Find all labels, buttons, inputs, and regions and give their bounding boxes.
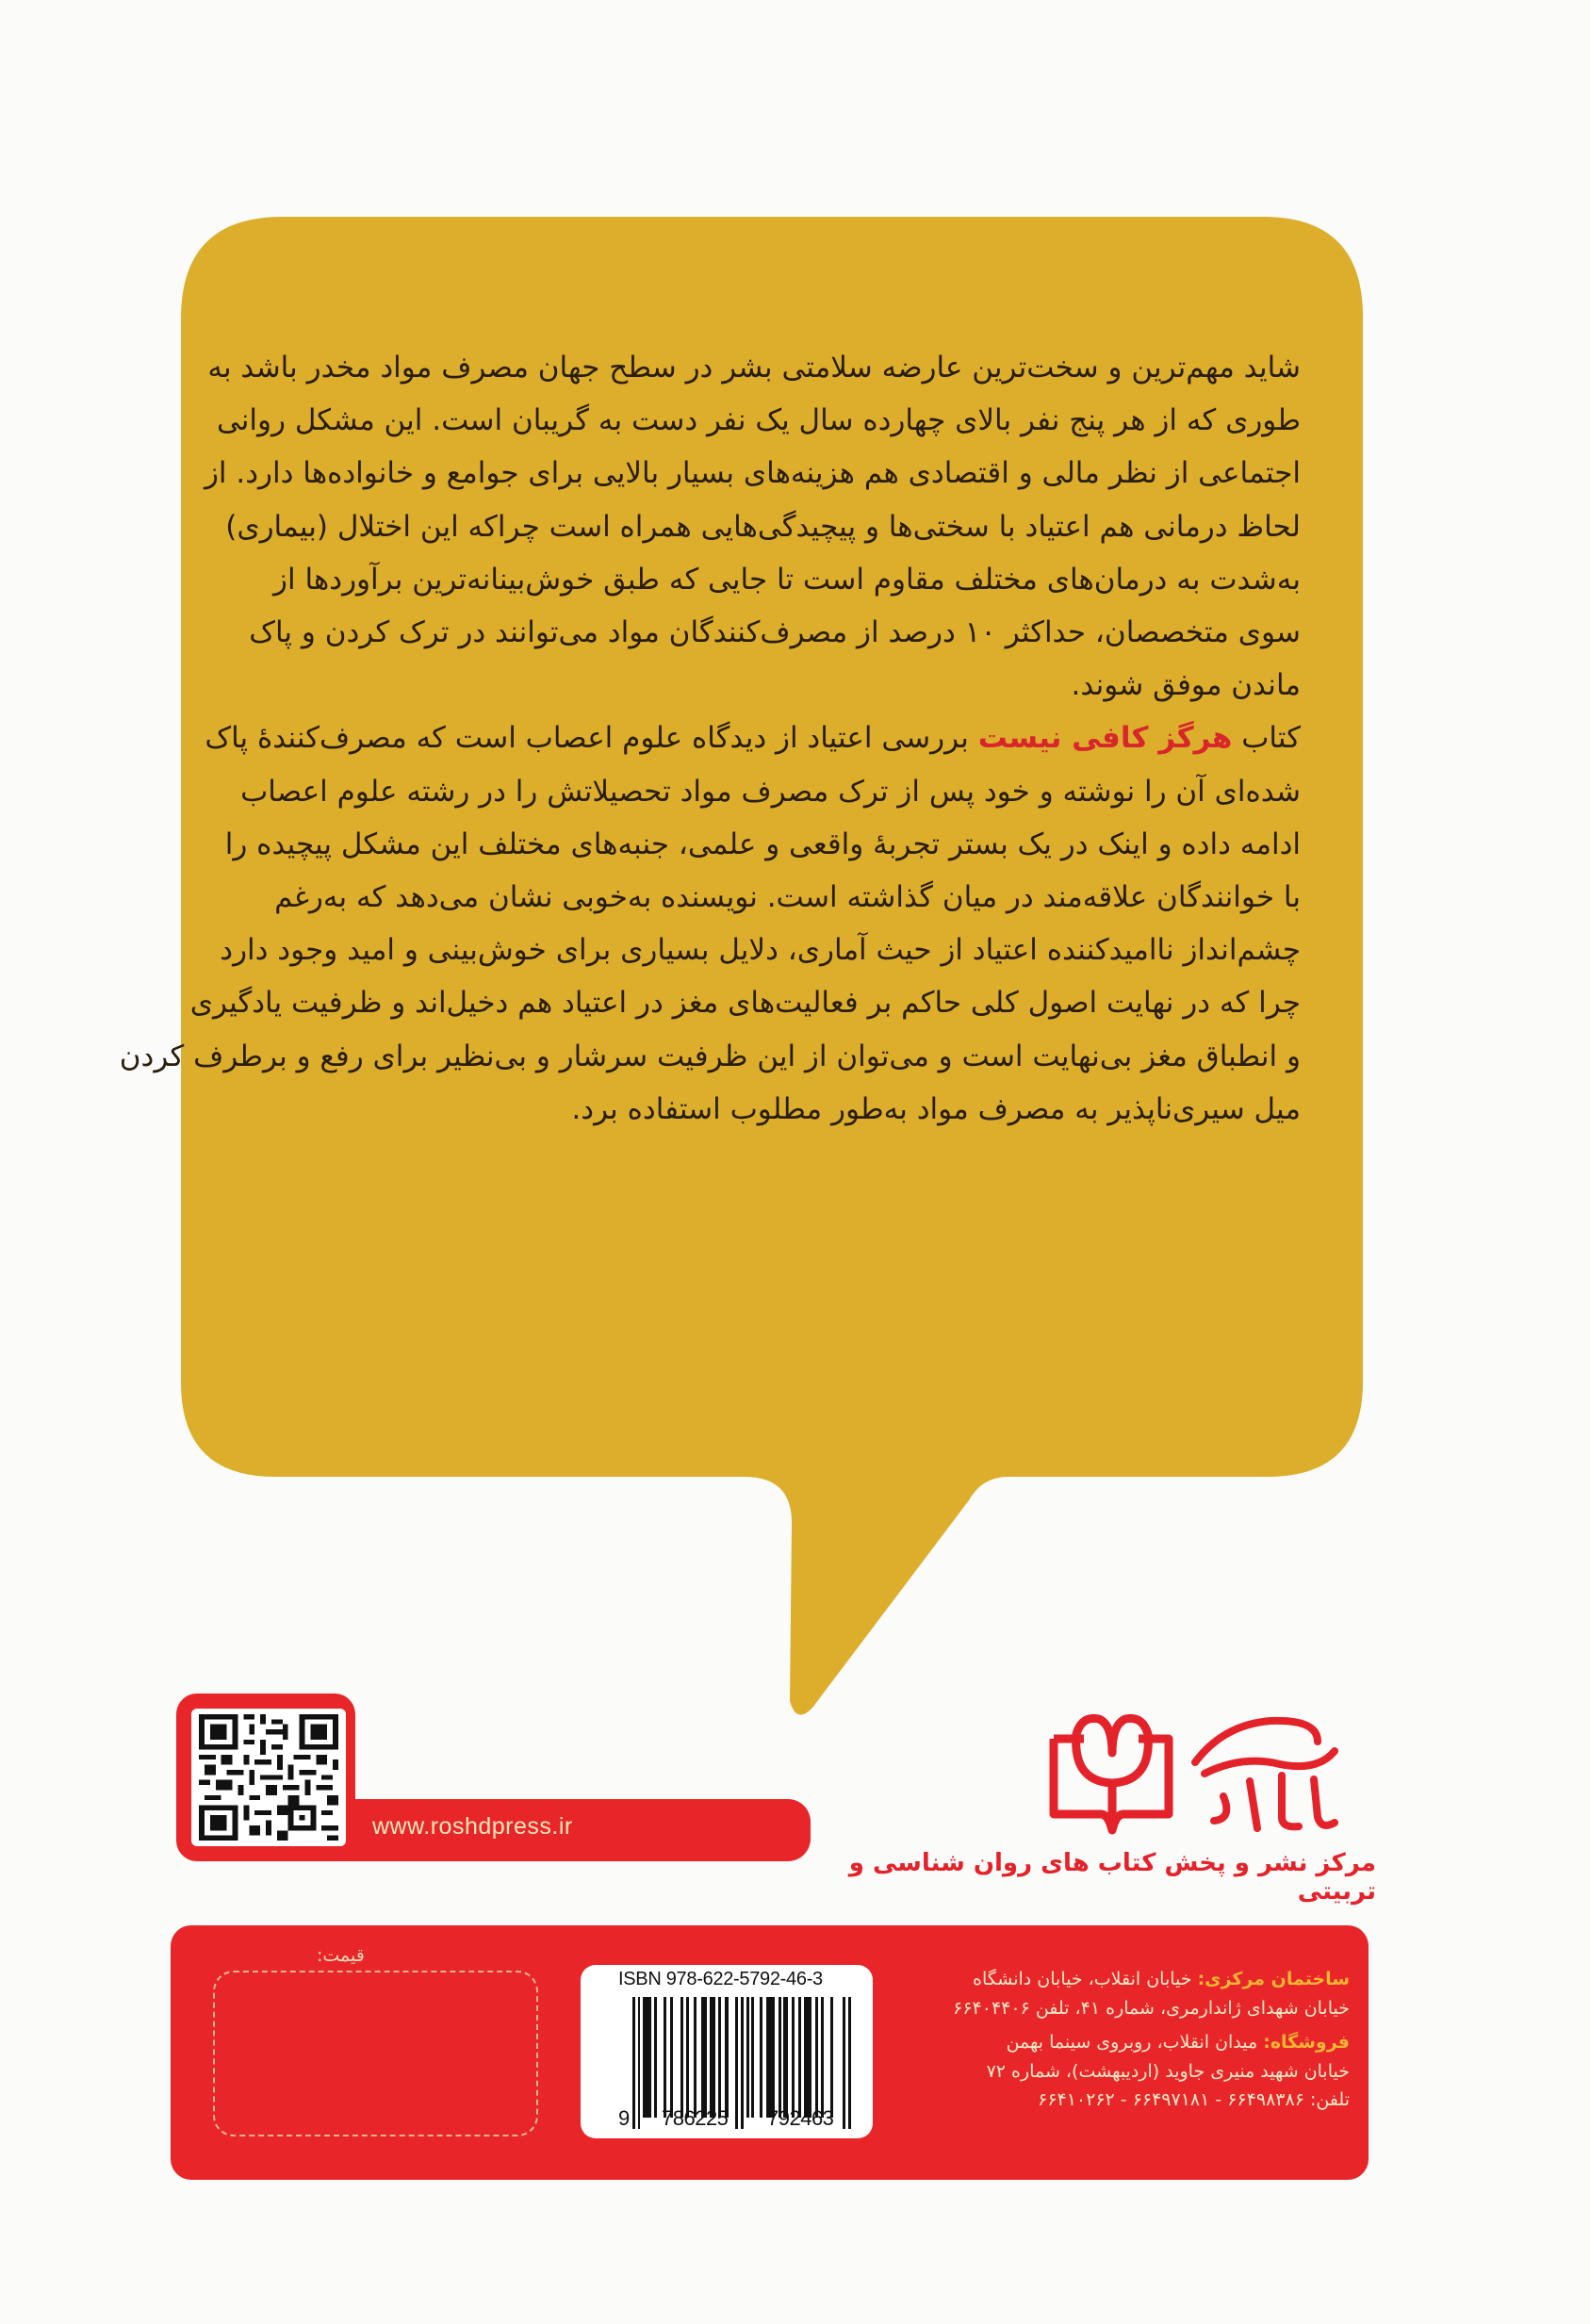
- blurb-line: طوری که از هر پنج نفر بالای چهارده سال یک نفر دست به گریبان است. این مشکل روانی: [216, 403, 1301, 438]
- barcode-digits-left: 786225: [662, 2106, 729, 2130]
- hq-label: ساختمان مرکزی:: [1197, 1969, 1350, 1989]
- book-tulip-icon: [1054, 1718, 1169, 1830]
- blurb-line: سوی متخصصان، حداکثر ۱۰ درصد از مصرف‌کنندگان مواد می‌توانند در ترک کردن و پاک: [249, 615, 1301, 650]
- publisher-address: [877, 1965, 1350, 2115]
- isbn-barcode: [581, 1965, 873, 2138]
- store-phones: تلفن: ۶۶۴۹۸۳۸۶ - ۶۶۴۹۷۱۸۱ - ۶۶۴۱۰۲۶۲: [1038, 2089, 1350, 2110]
- store-label: فروشگاه:: [1263, 2032, 1350, 2053]
- book-title-highlight: هرگز کافی نیست: [977, 721, 1233, 756]
- blurb-line: ماندن موفق شوند.: [1071, 668, 1301, 703]
- store-address-line1: [877, 2028, 1350, 2057]
- blurb-line: میل سیری‌ناپذیر به مصرف مواد به‌طور مطلوب استفاده برد.: [571, 1091, 1301, 1126]
- back-cover-blurb: [119, 341, 1301, 1136]
- blurb-line: با خوانندگان علاقه‌مند در میان گذاشته است. نویسنده به‌خوبی نشان می‌دهد که به‌رغم: [274, 880, 1301, 915]
- hq-street: خیابان انقلاب، خیابان دانشگاه: [973, 1969, 1198, 1989]
- store-street: میدان انقلاب، روبروی سینما بهمن: [1006, 2032, 1264, 2053]
- blurb-line: و انطباق مغز بی‌نهایت است و می‌توان از این ظرفیت سرشار و بی‌نظیر برای رفع و برطرف کردن: [119, 1039, 1301, 1073]
- store-address-line2: خیابان شهید منیری جاوید (اردیبهشت)، شماره ۷۲: [986, 2060, 1350, 2082]
- blurb-line: چرا که در نهایت اصول کلی حاکم بر فعالیت‌های مغز در اعتیاد هم دخیل‌اند و ظرفیت یادگیری: [189, 986, 1301, 1021]
- price-box: [213, 1971, 538, 2136]
- blurb-line: ادامه داده و اینک در یک بستر تجربهٔ واقعی و علمی، جنبه‌های مختلف این مشکل پیچیده را: [224, 826, 1301, 861]
- website-url[interactable]: www.roshdpress.ir: [372, 1813, 573, 1840]
- hq-address-line2: خیابان شهدای ژاندارمری، شماره ۴۱، تلفن ۶۶۴۰۴۴۰۶: [953, 1997, 1350, 2019]
- blurb-line: چشم‌انداز ناامیدکننده اعتیاد از حیث آماری، دلایل بسیاری برای خوش‌بینی و امید وجود دارد: [220, 933, 1301, 968]
- publisher-logo: [1035, 1706, 1346, 1841]
- blurb-prefix: کتاب: [1232, 721, 1301, 756]
- publisher-tagline: مرکز نشر و پخش کتاب های روان شناسی و تربیتی: [848, 1849, 1376, 1906]
- blurb-suffix: بررسی اعتیاد از دیدگاه علوم اعصاب است که مصرف‌کنندهٔ پاک: [205, 721, 978, 756]
- blurb-line: [205, 712, 1301, 764]
- isbn-label: ISBN 978-622-5792-46-3: [618, 1969, 823, 1989]
- price-label: قیمت:: [317, 1945, 365, 1966]
- qr-code-icon[interactable]: [191, 1709, 346, 1846]
- blurb-line: شده‌ای آن را نوشته و خود پس از ترک مصرف مواد تحصیلاتش را در رشته علوم اعصاب: [240, 774, 1301, 809]
- blurb-line: به‌شدت به درمان‌های مختلف مقاوم است تا جایی که طبق خوش‌بینانه‌ترین برآوردها از: [273, 562, 1301, 597]
- blurb-line: اجتماعی از نظر مالی و اقتصادی هم هزینه‌های بسیار بالایی برای جوامع و خانواده‌ها دارد. از: [204, 456, 1301, 491]
- roshd-calligraphy: [1195, 1721, 1335, 1828]
- hq-address-line1: [877, 1965, 1350, 1994]
- barcode-digit-prefix: 9: [618, 2106, 630, 2130]
- blurb-line: لحاظ درمانی هم اعتیاد با سختی‌ها و پیچیدگی‌هایی همراه است چراکه این اختلال (بیماری): [225, 509, 1301, 544]
- barcode-digits-right: 792463: [767, 2106, 834, 2130]
- blurb-line: شاید مهم‌ترین و سخت‌ترین عارضه سلامتی بشر در سطح جهان مصرف مواد مخدر باشد به: [207, 351, 1301, 385]
